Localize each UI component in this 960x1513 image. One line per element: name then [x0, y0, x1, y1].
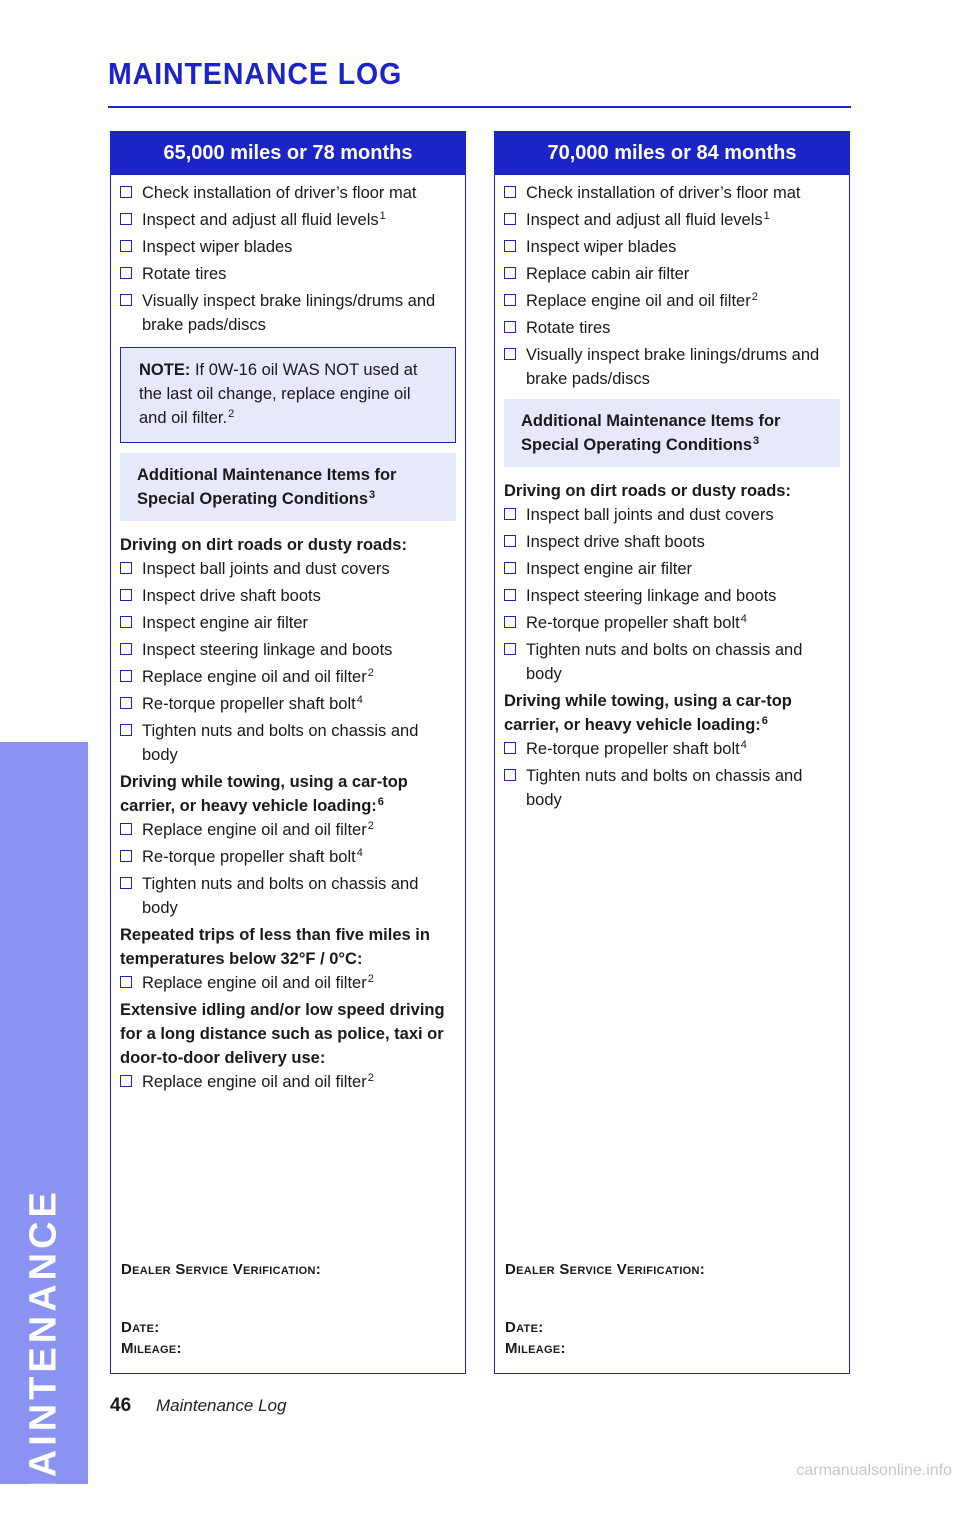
- watermark: carmanualsonline.info: [796, 1462, 952, 1479]
- item-text: Replace cabin air filter: [526, 265, 690, 283]
- item-text: Tighten nuts and bolts on chassis and body: [142, 722, 419, 764]
- checkbox[interactable]: [504, 643, 516, 655]
- checkbox[interactable]: [120, 186, 132, 198]
- checklist-item-label: [526, 262, 840, 286]
- condition-heading: [504, 689, 840, 737]
- checklist-item: [120, 1070, 456, 1094]
- item-footnote: 2: [367, 973, 374, 985]
- item-text: Tighten nuts and bolts on chassis and body: [526, 767, 803, 809]
- item-text: Re-torque propeller shaft bolt: [142, 848, 356, 866]
- checklist-item-label: [526, 530, 840, 554]
- footer-section-name: Maintenance Log: [156, 1396, 287, 1415]
- additional-footnote: 3: [369, 489, 376, 501]
- checklist-item-label: [526, 503, 840, 527]
- item-footnote: 1: [379, 210, 386, 222]
- side-section-tab: MAINTENANCE: [0, 742, 88, 1484]
- checkbox[interactable]: [504, 535, 516, 547]
- checklist-item: [120, 557, 456, 581]
- item-text: Inspect steering linkage and boots: [142, 641, 393, 659]
- checklist-item-label: [142, 181, 456, 205]
- checklist-item: [504, 611, 840, 635]
- checkbox[interactable]: [504, 213, 516, 225]
- checkbox[interactable]: [504, 348, 516, 360]
- checklist-item-label: [142, 235, 456, 259]
- checklist-item-label: [142, 262, 456, 286]
- item-footnote: 2: [367, 1072, 374, 1084]
- mileage-label: Mileage:: [121, 1340, 182, 1357]
- column-header: 70,000 miles or 84 months: [495, 132, 849, 175]
- item-text: Replace engine oil and oil filter: [142, 974, 367, 992]
- checkbox[interactable]: [504, 562, 516, 574]
- checklist-item-label: [526, 235, 840, 259]
- item-footnote: 4: [356, 847, 363, 859]
- checklist-item: [504, 638, 840, 686]
- checklist-item-label: [526, 584, 840, 608]
- dealer-verification-label: Dealer Service Verification:: [505, 1261, 706, 1278]
- additional-items-box: [504, 399, 840, 467]
- checklist-item: [504, 262, 840, 286]
- checklist-item: [504, 530, 840, 554]
- item-text: Visually inspect brake linings/drums and brake pads/discs: [526, 346, 820, 388]
- column-body: [495, 175, 849, 812]
- condition-heading: [120, 533, 456, 557]
- checklist-item-label: [142, 289, 456, 337]
- checkbox[interactable]: [504, 769, 516, 781]
- additional-items-title: Additional Maintenance Items for Special Operating Conditions: [137, 466, 397, 508]
- condition-heading-text: Driving while towing, using a car-top carrier, or heavy vehicle loading:: [120, 773, 408, 815]
- checklist-item: [504, 235, 840, 259]
- dealer-verification-label: Dealer Service Verification:: [121, 1261, 322, 1278]
- checklist-item-label: [526, 557, 840, 581]
- checkbox[interactable]: [120, 670, 132, 682]
- checklist: [120, 181, 456, 337]
- checkbox[interactable]: [504, 508, 516, 520]
- checkbox[interactable]: [120, 213, 132, 225]
- checkbox[interactable]: [504, 321, 516, 333]
- condition-heading: [120, 923, 456, 971]
- item-text: Re-torque propeller shaft bolt: [526, 614, 740, 632]
- item-text: Inspect engine air filter: [142, 614, 309, 632]
- checkbox[interactable]: [504, 240, 516, 252]
- date-label: Date:: [121, 1319, 160, 1336]
- checklist-item: [120, 818, 456, 842]
- condition-heading: [504, 479, 840, 503]
- checklist-item-label: [142, 719, 456, 767]
- item-footnote: 4: [740, 613, 747, 625]
- item-footnote: 2: [367, 667, 374, 679]
- checklist-item: [120, 638, 456, 662]
- column-header: 65,000 miles or 78 months: [111, 132, 465, 175]
- heading-footnote: 6: [377, 796, 384, 808]
- item-footnote: 2: [751, 291, 758, 303]
- item-text: Check installation of driver’s floor mat: [526, 184, 801, 202]
- checkbox[interactable]: [120, 616, 132, 628]
- checklist-item-label: [526, 181, 840, 205]
- item-text: Inspect ball joints and dust covers: [526, 506, 774, 524]
- condition-heading: [120, 998, 456, 1070]
- checklist-item-label: [526, 343, 840, 391]
- checklist-item-label: [142, 584, 456, 608]
- item-footnote: 2: [367, 820, 374, 832]
- checklist-item: [504, 289, 840, 313]
- title-divider: [108, 106, 851, 108]
- item-text: Replace engine oil and oil filter: [526, 292, 751, 310]
- checklist-item: [120, 611, 456, 635]
- item-text: Inspect and adjust all fluid levels: [142, 211, 379, 229]
- checklist-item-label: [142, 611, 456, 635]
- checkbox[interactable]: [120, 294, 132, 306]
- additional-footnote: 3: [753, 435, 760, 447]
- checklist: [504, 181, 840, 391]
- checklist-item: [504, 316, 840, 340]
- item-text: Inspect wiper blades: [142, 238, 293, 256]
- item-footnote: 1: [763, 210, 770, 222]
- item-text: Re-torque propeller shaft bolt: [526, 740, 740, 758]
- checklist-item-label: [526, 737, 840, 761]
- checklist-item: [120, 692, 456, 716]
- checklist-item: [120, 181, 456, 205]
- checklist-item-label: [142, 665, 456, 689]
- checklist-item-label: [526, 764, 840, 812]
- checklist-item: [120, 289, 456, 337]
- condition-heading-text: Repeated trips of less than five miles in temperatures below 32°F / 0°C:: [120, 926, 430, 968]
- condition-heading: [120, 770, 456, 818]
- item-text: Check installation of driver’s floor mat: [142, 184, 417, 202]
- checklist-item: [504, 584, 840, 608]
- item-text: Tighten nuts and bolts on chassis and body: [526, 641, 803, 683]
- additional-items-title: Additional Maintenance Items for Special Operating Conditions: [521, 412, 781, 454]
- note-text: If 0W-16 oil WAS NOT used at the last oil change, replace engine oil and oil filter.: [139, 361, 418, 427]
- note-box: [120, 347, 456, 443]
- checklist-item-label: [142, 872, 456, 920]
- item-footnote: 4: [356, 694, 363, 706]
- checklist-item-label: [526, 316, 840, 340]
- condition-heading-text: Extensive idling and/or low speed driving for a long distance such as police, taxi or door-to-door delivery use:: [120, 1001, 445, 1067]
- checklist-item: [504, 181, 840, 205]
- item-text: Visually inspect brake linings/drums and brake pads/discs: [142, 292, 436, 334]
- checklist-item: [120, 971, 456, 995]
- checklist-item-label: [142, 818, 456, 842]
- checkbox[interactable]: [120, 589, 132, 601]
- checklist-item: [504, 208, 840, 232]
- checklist-item-label: [526, 208, 840, 232]
- checkbox[interactable]: [120, 267, 132, 279]
- checklist-item: [504, 343, 840, 391]
- checkbox[interactable]: [120, 850, 132, 862]
- checkbox[interactable]: [120, 1075, 132, 1087]
- item-text: Replace engine oil and oil filter: [142, 668, 367, 686]
- mileage-label: Mileage:: [505, 1340, 566, 1357]
- checkbox[interactable]: [504, 616, 516, 628]
- checkbox[interactable]: [504, 186, 516, 198]
- condition-heading-text: Driving on dirt roads or dusty roads:: [504, 482, 791, 500]
- checklist-item: [120, 235, 456, 259]
- item-text: Replace engine oil and oil filter: [142, 1073, 367, 1091]
- condition-heading-text: Driving on dirt roads or dusty roads:: [120, 536, 407, 554]
- note-label: NOTE:: [139, 361, 191, 379]
- column-body: [111, 175, 465, 1094]
- date-label: Date:: [505, 1319, 544, 1336]
- checkbox[interactable]: [120, 562, 132, 574]
- checklist-item-label: [526, 638, 840, 686]
- item-text: Inspect drive shaft boots: [526, 533, 705, 551]
- item-footnote: 4: [740, 739, 747, 751]
- checkbox[interactable]: [120, 976, 132, 988]
- page-number: 46: [110, 1395, 132, 1416]
- checkbox[interactable]: [504, 267, 516, 279]
- checkbox[interactable]: [120, 724, 132, 736]
- item-text: Rotate tires: [526, 319, 611, 337]
- checklist-item-label: [142, 638, 456, 662]
- item-text: Inspect ball joints and dust covers: [142, 560, 390, 578]
- item-text: Tighten nuts and bolts on chassis and body: [142, 875, 419, 917]
- checklist-item-label: [142, 557, 456, 581]
- checkbox[interactable]: [120, 823, 132, 835]
- page-title: MAINTENANCE LOG: [108, 56, 403, 91]
- item-text: Inspect wiper blades: [526, 238, 677, 256]
- checklist-item-label: [142, 208, 456, 232]
- checklist-item: [120, 845, 456, 869]
- checklist-item: [120, 665, 456, 689]
- checkbox[interactable]: [120, 697, 132, 709]
- special-sections: [120, 533, 456, 1094]
- checkbox[interactable]: [120, 877, 132, 889]
- checklist-item: [120, 584, 456, 608]
- checklist-item: [120, 208, 456, 232]
- item-text: Rotate tires: [142, 265, 227, 283]
- checklist-item-label: [142, 971, 456, 995]
- additional-items-box: [120, 453, 456, 521]
- condition-heading-text: Driving while towing, using a car-top carrier, or heavy vehicle loading:: [504, 692, 792, 734]
- checkbox[interactable]: [120, 240, 132, 252]
- checkbox[interactable]: [504, 742, 516, 754]
- item-text: Inspect steering linkage and boots: [526, 587, 777, 605]
- checklist-item: [504, 737, 840, 761]
- checklist-item: [120, 262, 456, 286]
- log-column-65000: [110, 131, 466, 1374]
- checklist-item: [504, 557, 840, 581]
- note-footnote: 2: [228, 408, 235, 420]
- checklist-item-label: [142, 845, 456, 869]
- item-text: Inspect drive shaft boots: [142, 587, 321, 605]
- checkbox[interactable]: [504, 294, 516, 306]
- item-text: Inspect engine air filter: [526, 560, 693, 578]
- checkbox[interactable]: [120, 643, 132, 655]
- checklist-item: [120, 719, 456, 767]
- checklist-item-label: [142, 692, 456, 716]
- heading-footnote: 6: [761, 715, 768, 727]
- checkbox[interactable]: [504, 589, 516, 601]
- checklist-item: [120, 872, 456, 920]
- item-text: Replace engine oil and oil filter: [142, 821, 367, 839]
- log-column-70000: [494, 131, 850, 1374]
- item-text: Re-torque propeller shaft bolt: [142, 695, 356, 713]
- checklist-item-label: [526, 611, 840, 635]
- checklist-item-label: [526, 289, 840, 313]
- checklist-item: [504, 503, 840, 527]
- checklist-item-label: [142, 1070, 456, 1094]
- item-text: Inspect and adjust all fluid levels: [526, 211, 763, 229]
- special-sections: [504, 479, 840, 812]
- checklist-item: [504, 764, 840, 812]
